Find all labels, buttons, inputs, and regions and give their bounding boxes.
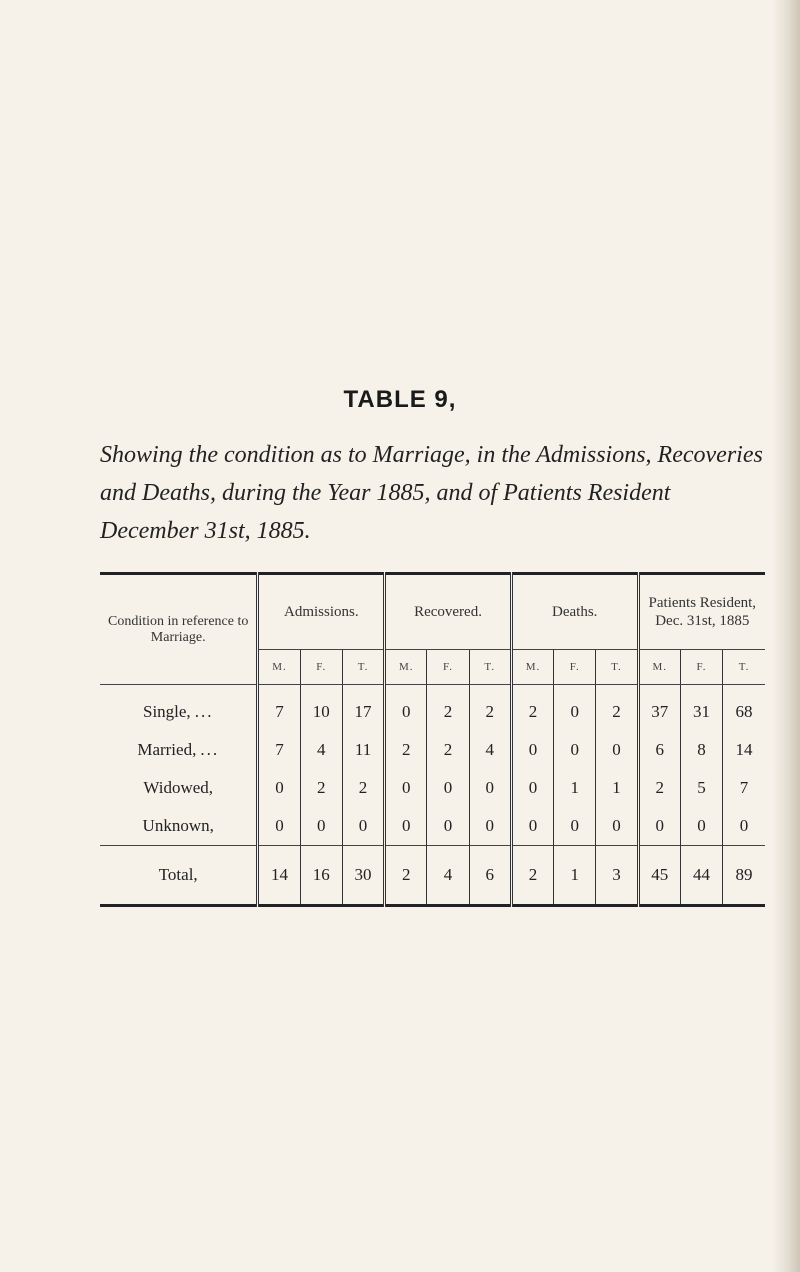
sub-header-resident-f: F. [680,650,722,685]
cell: 2 [638,769,680,807]
cell: 7 [258,731,300,769]
row-label-leader-dots: ... [200,740,220,759]
table-row-total [100,846,765,906]
cell: 0 [385,807,427,846]
cell: 14 [723,731,765,769]
cell: 0 [554,685,596,732]
cell: 0 [638,807,680,846]
group-header-deaths: Deaths. [511,574,638,650]
cell: 0 [596,807,638,846]
total-cell: 16 [300,846,342,906]
sub-header-resident-m: M. [638,650,680,685]
cell: 7 [258,685,300,732]
row-label-leader-dots: ... [194,702,214,721]
sub-header-resident-t: T. [723,650,765,685]
cell: 0 [427,807,469,846]
sub-header-deaths-f: F. [554,650,596,685]
cell: 2 [469,685,511,732]
group-header-row [100,574,765,650]
sub-header-recovered-m: M. [385,650,427,685]
cell: 0 [469,807,511,846]
total-cell: 30 [342,846,384,906]
table-row-unknown [100,807,765,846]
total-cell: 1 [554,846,596,906]
row-label-text: Single, [142,702,191,721]
cell: 0 [511,731,553,769]
cell: 8 [680,731,722,769]
total-cell: 2 [385,846,427,906]
row-label-text: Unknown, [142,816,214,835]
group-header-admissions: Admissions. [258,574,385,650]
cell: 0 [554,807,596,846]
total-cell: 14 [258,846,300,906]
table-row-widowed [100,769,765,807]
cell: 31 [680,685,722,732]
sub-header-admissions-m: M. [258,650,300,685]
cell: 4 [300,731,342,769]
cell: 2 [342,769,384,807]
sub-header-admissions-f: F. [300,650,342,685]
row-label-widowed [100,769,258,807]
sub-header-admissions-t: T. [342,650,384,685]
cell: 10 [300,685,342,732]
page-edge-shadow [772,0,800,1272]
total-cell: 6 [469,846,511,906]
group-header-patients-resident: Patients Resident, Dec. 31st, 1885 [638,574,765,650]
cell: 5 [680,769,722,807]
cell: 2 [385,731,427,769]
cell: 0 [723,807,765,846]
cell: 0 [554,731,596,769]
total-cell: 2 [511,846,553,906]
cell: 4 [469,731,511,769]
cell: 0 [680,807,722,846]
row-label-married [100,731,258,769]
total-cell: 44 [680,846,722,906]
row-label-unknown [100,807,258,846]
cell: 0 [342,807,384,846]
cell: 0 [258,769,300,807]
cell: 1 [596,769,638,807]
marriage-condition-table [100,572,765,907]
cell: 0 [385,685,427,732]
cell: 37 [638,685,680,732]
total-cell: 89 [723,846,765,906]
table-row-single [100,685,765,732]
cell: 2 [511,685,553,732]
cell: 0 [427,769,469,807]
sub-header-recovered-t: T. [469,650,511,685]
cell: 0 [258,807,300,846]
sub-header-deaths-t: T. [596,650,638,685]
row-label-text: Widowed, [143,778,214,797]
row-label-total: Total, [100,846,258,906]
cell: 68 [723,685,765,732]
row-label-text: Married, [137,740,197,759]
table-title: TABLE 9, [343,386,457,413]
sub-header-deaths-m: M. [511,650,553,685]
group-header-recovered: Recovered. [385,574,512,650]
condition-header: Condition in reference to Marriage. [100,574,258,685]
total-cell: 45 [638,846,680,906]
total-cell: 4 [427,846,469,906]
table-row-married [100,731,765,769]
cell: 2 [596,685,638,732]
cell: 1 [554,769,596,807]
cell: 0 [469,769,511,807]
cell: 0 [300,807,342,846]
cell: 17 [342,685,384,732]
total-cell: 3 [596,846,638,906]
cell: 6 [638,731,680,769]
sub-header-recovered-f: F. [427,650,469,685]
row-label-single [100,685,258,732]
cell: 11 [342,731,384,769]
cell: 2 [427,731,469,769]
cell: 0 [596,731,638,769]
table-subtitle: Showing the condition as to Marriage, in the Admissions, Recoveries and Deaths, during the Year 1885, and of Patients Resident December 31st, 1885. [100,442,763,544]
cell: 7 [723,769,765,807]
cell: 0 [511,769,553,807]
cell: 0 [385,769,427,807]
cell: 2 [300,769,342,807]
cell: 0 [511,807,553,846]
cell: 2 [427,685,469,732]
